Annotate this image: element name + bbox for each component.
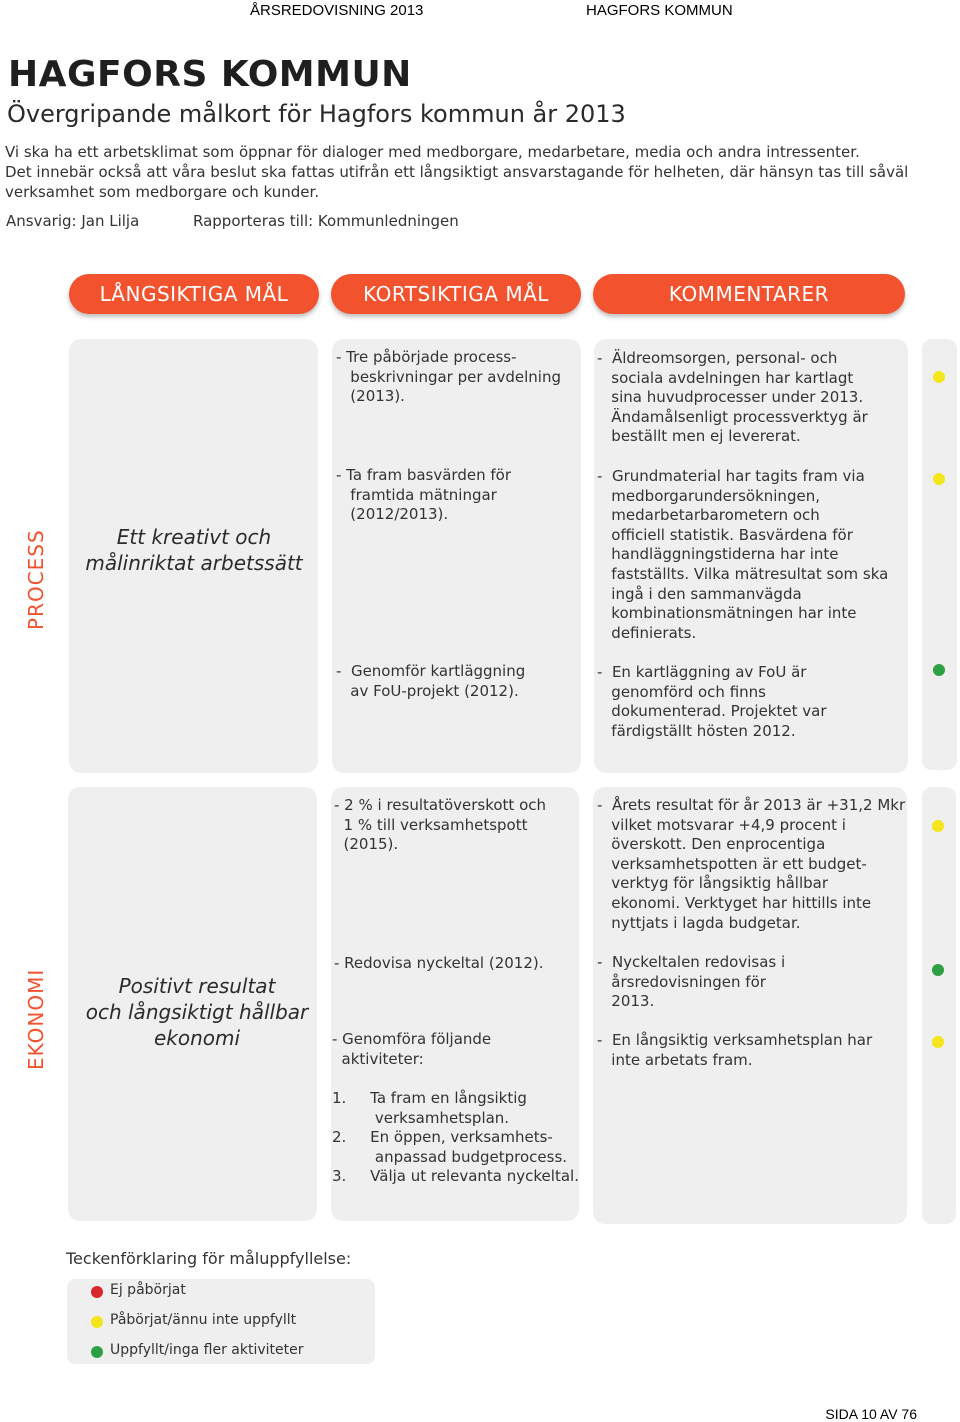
ekonomi-status-dot-1 bbox=[932, 820, 944, 832]
ekonomi-activity-list: 1. Ta fram en långsiktig verksamhetsplan. 2. En öppen, verksamhets- anpassad budgetprocess. 3. Välja ut relevanta nyckeltal. bbox=[332, 1089, 579, 1186]
process-short-goal-3: - Genomför kartläggning av FoU-projekt (2012). bbox=[336, 662, 526, 700]
ekonomi-long-goal: Positivt resultat och långsiktigt hållbar ekonomi bbox=[85, 974, 309, 1050]
ekonomi-comment-1: - Årets resultat för år 2013 är +31,2 Mkr vilket motsvarar +4,9 procent i överskott. Den enprocentiga verksamhetspotten är ett budget- verktyg för långsiktig hållbar ekonomi. Verktyget har hittills inte nyttjats i lagda budgetar. bbox=[597, 796, 906, 932]
process-status-dot-2 bbox=[933, 473, 945, 485]
ekonomi-status-dot-3 bbox=[932, 1036, 944, 1048]
legend-red-dot bbox=[91, 1286, 103, 1298]
ekonomi-comment-3: - En långsiktig verksamhetsplan har inte arbetats fram. bbox=[597, 1031, 873, 1069]
section-label-process: PROCESS bbox=[24, 529, 48, 630]
column-header-long-term: LÅNGSIKTIGA MÅL bbox=[69, 274, 319, 314]
legend-yellow-dot bbox=[91, 1316, 103, 1328]
process-comment-2: - Grundmaterial har tagits fram via medborgarundersökningen, medarbetarbarometern och officiell statistik. Basvärdena för handläggningstiderna har inte fastställts. Vilka mätresultat som ska ingå i den sammanvägda kombinationsmätningen har inte definierats. bbox=[597, 467, 889, 642]
legend-item-started: Påbörjat/ännu inte uppfyllt bbox=[110, 1312, 297, 1328]
page-title: HAGFORS KOMMUN bbox=[8, 54, 412, 95]
section-label-ekonomi: EKONOMI bbox=[24, 968, 48, 1070]
legend-green-dot bbox=[91, 1346, 103, 1358]
process-comment-3: - En kartläggning av FoU är genomförd och finns dokumenterad. Projektet var färdigställt hösten 2012. bbox=[597, 663, 827, 740]
process-short-goal-1: - Tre påbörjade process- beskrivningar per avdelning (2013). bbox=[336, 348, 561, 406]
page-subtitle: Övergripande målkort för Hagfors kommun år 2013 bbox=[7, 100, 626, 128]
process-status-panel bbox=[922, 339, 957, 770]
ekonomi-status-dot-2 bbox=[932, 964, 944, 976]
ekonomi-comment-2: - Nyckeltalen redovisas i årsredovisningen för 2013. bbox=[597, 953, 786, 1011]
ekonomi-short-goal-2: - Redovisa nyckeltal (2012). bbox=[334, 954, 544, 972]
process-status-dot-3 bbox=[933, 664, 945, 676]
process-short-goal-2: - Ta fram basvärden för framtida mätningar (2012/2013). bbox=[336, 466, 511, 524]
process-comment-1: - Äldreomsorgen, personal- och sociala avdelningen har kartlagt sina huvudprocesser under 2013. Ändamålsenligt processverktyg är beställt men ej levererat. bbox=[597, 349, 868, 446]
intro-text: Vi ska ha ett arbetsklimat som öppnar för dialoger med medborgare, medarbetare, media och andra intressenter. Det innebär också att våra beslut ska fattas utifrån ett långsiktigt ansvarstagande för helheten, där hänsyn tas till såväl verksamhet som medborgare och kunder. bbox=[5, 143, 909, 201]
ekonomi-short-goal-3: - Genomföra följande aktiviteter: bbox=[332, 1030, 492, 1068]
page-number: SIDA 10 AV 76 bbox=[825, 1406, 917, 1422]
page-header-right: HAGFORS KOMMUN bbox=[586, 2, 733, 19]
legend-item-fulfilled: Uppfyllt/inga fler aktiviteter bbox=[110, 1342, 304, 1358]
column-header-comments: KOMMENTARER bbox=[593, 274, 905, 314]
ekonomi-status-panel bbox=[922, 787, 956, 1224]
legend-title: Teckenförklaring för måluppfyllelse: bbox=[66, 1249, 352, 1268]
page-header-left: ÅRSREDOVISNING 2013 bbox=[250, 2, 424, 19]
process-long-goal: Ett kreativt och målinriktat arbetssätt bbox=[85, 525, 303, 575]
column-header-short-term: KORTSIKTIGA MÅL bbox=[331, 274, 581, 314]
ekonomi-short-goal-1: - 2 % i resultatöverskott och 1 % till verksamhetspott (2015). bbox=[334, 796, 547, 854]
process-status-dot-1 bbox=[933, 371, 945, 383]
legend-item-not-started: Ej påbörjat bbox=[110, 1282, 186, 1298]
reported-to-text: Rapporteras till: Kommunledningen bbox=[193, 212, 459, 230]
responsible-text: Ansvarig: Jan Lilja bbox=[6, 212, 140, 230]
